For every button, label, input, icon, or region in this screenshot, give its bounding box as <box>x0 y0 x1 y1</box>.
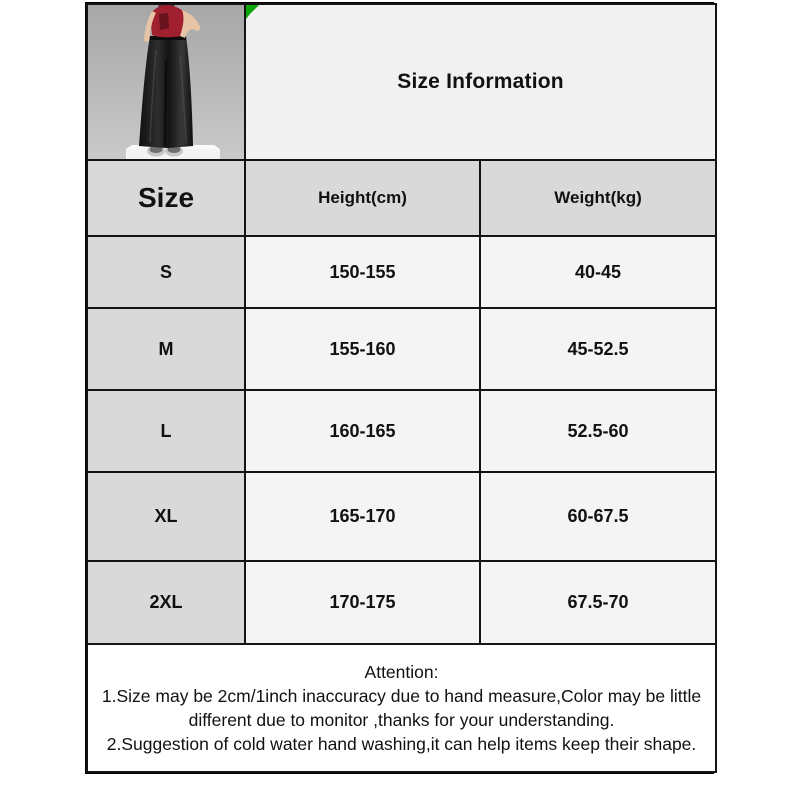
size-label: 2XL <box>87 561 245 644</box>
table-row-xl <box>87 472 716 561</box>
height-value: 160-165 <box>245 390 480 472</box>
size-label: XL <box>87 472 245 561</box>
attention-line-2: different due to monitor ,thanks for your understanding. <box>188 710 615 730</box>
size-label: S <box>87 236 245 308</box>
page-title: Size Information <box>397 70 564 93</box>
attention-line-1: 1.Size may be 2cm/1inch inaccuracy due to hand measure,Color may be little <box>101 686 702 706</box>
weight-value: 45-52.5 <box>480 308 716 390</box>
size-label: M <box>87 308 245 390</box>
table-row-s <box>87 236 716 308</box>
height-value: 155-160 <box>245 308 480 390</box>
weight-value: 40-45 <box>480 236 716 308</box>
table-row-2xl <box>87 561 716 644</box>
size-information-header <box>245 4 716 160</box>
attention-row <box>87 644 716 772</box>
size-chart-table <box>86 3 717 773</box>
top-row <box>87 4 716 160</box>
column-header-weight: Weight(kg) <box>480 160 716 236</box>
height-value: 165-170 <box>245 472 480 561</box>
product-photo <box>87 4 245 160</box>
attention-line-3: 2.Suggestion of cold water hand washing,it can help items keep their shape. <box>106 734 697 754</box>
size-label: L <box>87 390 245 472</box>
weight-value: 67.5-70 <box>480 561 716 644</box>
attention-note <box>87 644 716 772</box>
weight-value: 60-67.5 <box>480 472 716 561</box>
green-corner-marker-icon <box>246 5 259 19</box>
size-chart-sheet <box>85 2 714 774</box>
weight-value: 52.5-60 <box>480 390 716 472</box>
column-header-size: Size <box>87 160 245 236</box>
table-row-l <box>87 390 716 472</box>
product-photo-illustration <box>88 5 244 159</box>
height-value: 170-175 <box>245 561 480 644</box>
table-row-m <box>87 308 716 390</box>
attention-title: Attention: <box>364 662 439 682</box>
table-header-row <box>87 160 716 236</box>
height-value: 150-155 <box>245 236 480 308</box>
column-header-height: Height(cm) <box>245 160 480 236</box>
